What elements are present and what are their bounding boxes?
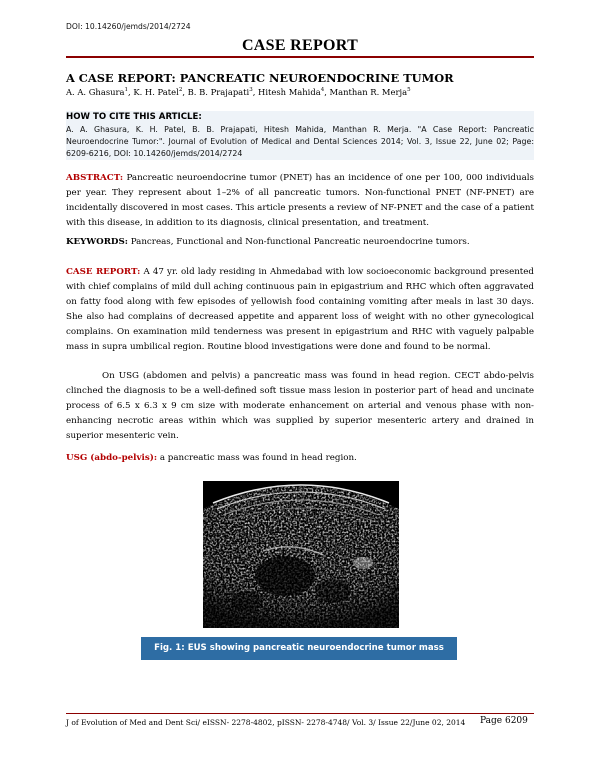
author-affiliation: 1 xyxy=(124,87,129,94)
page-number: Page 6209 xyxy=(480,716,528,726)
section-header: CASE REPORT xyxy=(241,37,359,54)
case-report-paragraph-2: On USG (abdomen and pelvis) a pancreatic mass was found in head region. CECT abdo-pelvis clinched the diagnosis to be a well-defined soft tissue mass lesion in posterior part of head and uncinate process of 6.5 x 6.3 x 9 cm size with moderate enhancement on arterial and venous phase with non-enhancing necrotic areas within which was supplied by superior mesenteric artery and drained in superior mesenteric vein. xyxy=(66,371,534,441)
usg-text: a pancreatic mass was found in head region. xyxy=(159,453,357,463)
keywords-paragraph xyxy=(66,235,534,250)
keywords-label: KEYWORDS: xyxy=(66,237,128,247)
author-name: K. H. Patel xyxy=(133,87,179,97)
author-affiliation: 4 xyxy=(320,87,325,94)
usg-line xyxy=(66,453,357,463)
case-report-paragraph xyxy=(66,265,534,354)
article-title: A CASE REPORT: PANCREATIC NEUROENDOCRINE TUMOR xyxy=(66,71,454,85)
citation-heading: HOW TO CITE THIS ARTICLE: xyxy=(66,112,202,122)
ultrasound-image xyxy=(203,481,399,628)
author-name: B. B. Prajapati xyxy=(187,87,250,97)
citation-text: A. A. Ghasura, K. H. Patel, B. B. Prajapati, Hitesh Mahida, Manthan R. Merja. "A Case Report: Pancreatic Neuroendocrine Tumor:". Journal of Evolution of Medical and Dental Sciences 2014; Vol. 3, Issue 22, June 02; Page: 6209-6216, DOI: 10.14260/jemds/2014/2724 xyxy=(66,125,534,158)
abstract-text: Pancreatic neuroendocrine tumor (PNET) has an incidence of one per 100, 000 individuals per year. They represent about 1–2% of all pancreatic tumors. Non-functional PNET (NF-PNET) are incidentally discovered in most cases. This article presents a review of NF-PNET and the case of a patient with this disease, in addition to its diagnosis, clinical presentation, and treatment. xyxy=(66,173,535,228)
author-name: Manthan R. Merja xyxy=(329,87,408,97)
keywords-text: Pancreas, Functional and Non-functional Pancreatic neuroendocrine tumors. xyxy=(130,237,470,247)
usg-label: USG (abdo-pelvis): xyxy=(66,453,158,463)
author-name: Hitesh Mahida xyxy=(258,87,321,97)
case-report-label: CASE REPORT: xyxy=(66,267,141,277)
header-divider xyxy=(66,56,534,58)
case-report-text: A 47 yr. old lady residing in Ahmedabad with low socioeconomic background presented with chief complains of mild dull aching continuous pain in epigastrium and RHC which often aggravated on fatty food along with few episodes of yellowish food containing vomiting after meals in last 30 days. She also had complains of decreased appetite and apparent loss of weight with no other gynecological complains. On examination mild tenderness was present in epigastrium and RHC with vaguely palpable mass in supra umbilical region. Routine blood investigations were done and found to be normal. xyxy=(66,267,534,352)
doi-text: DOI: 10.14260/jemds/2014/2724 xyxy=(66,22,191,31)
author-affiliation: 5 xyxy=(407,87,411,94)
author-list: A. A. Ghasura$^1$, K. H. Patel$^2$, B. B. Prajapati$^3$, Hitesh Mahida$^4$, Manthan R. Merja$^5$ xyxy=(66,87,411,97)
author-name: A. A. Ghasura xyxy=(66,87,125,97)
author-affiliation: 2 xyxy=(178,87,183,94)
abstract-paragraph xyxy=(66,171,534,231)
figure-caption: Fig. 1: EUS showing pancreatic neuroendocrine tumor mass xyxy=(141,637,457,660)
footer-divider xyxy=(66,713,534,714)
footer-journal-info: J of Evolution of Med and Dent Sci/ eISSN- 2278-4802, pISSN- 2278-4748/ Vol. 3/ Issue 22/June 02, 2014 xyxy=(66,718,466,727)
eus-figure-image xyxy=(203,481,399,628)
author-affiliation: 3 xyxy=(249,87,253,94)
abstract-label: ABSTRACT: xyxy=(66,173,124,183)
